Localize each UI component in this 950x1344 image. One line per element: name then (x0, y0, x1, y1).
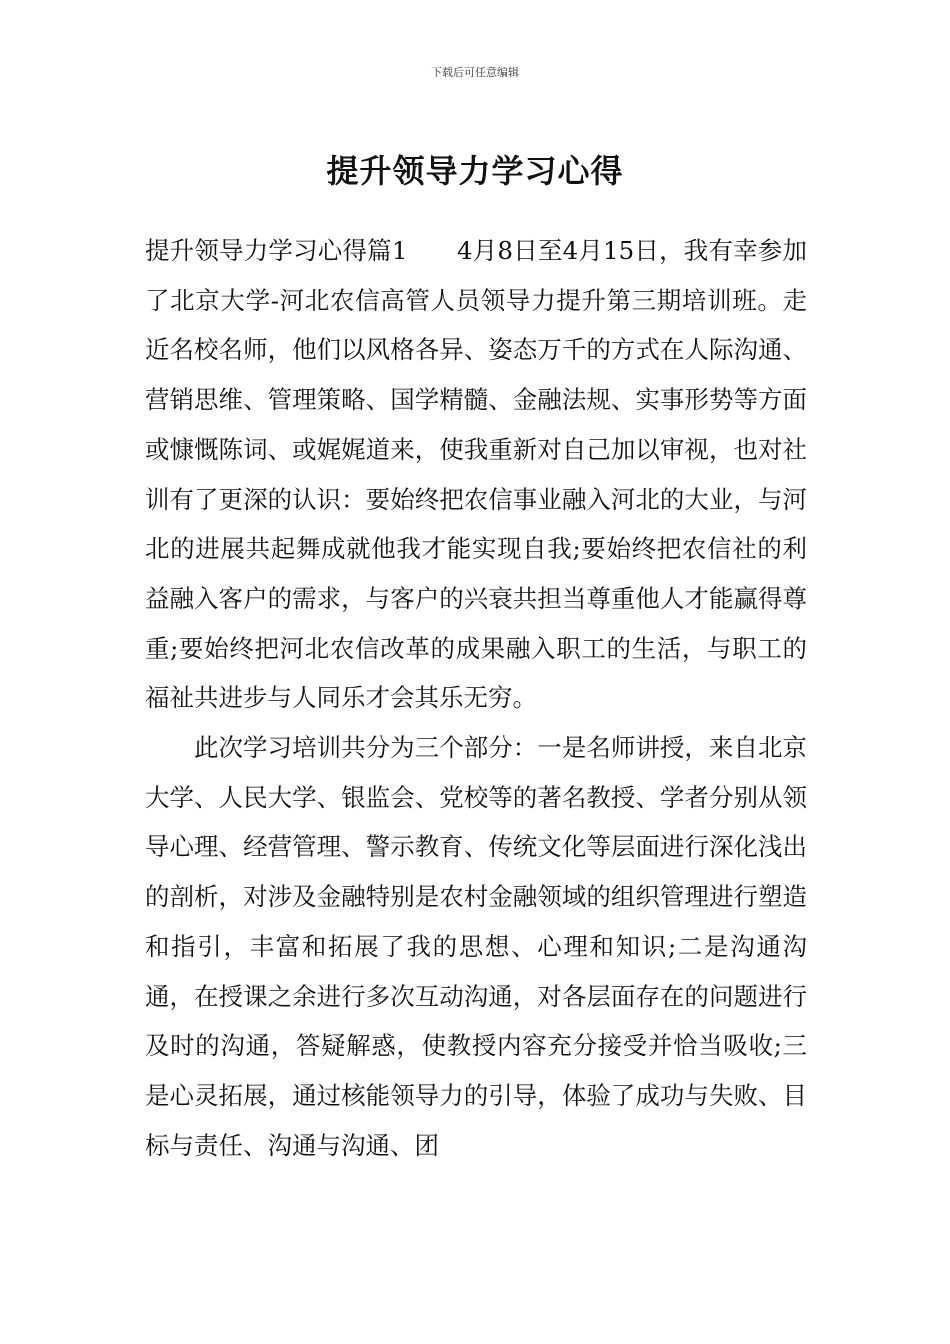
paragraph-1: 提升领导力学习心得篇1 4月8日至4月15日，我有幸参加了北京大学-河北农信高管人员领导力提升第三期培训班。走近名校名师，他们以风格各异、姿态万千的方式在人际沟通、营销思维、管理策略、国学精髓、金融法规、实事形势等方面或慷慨陈词、或娓娓道来，使我重新对自己加以审视，也对社训有了更深的认识：要始终把农信事业融入河北的大业，与河北的进展共起舞成就他我才能实现自我;要始终把农信社的利益融入客户的需求，与客户的兴衰共担当尊重他人才能赢得尊重;要始终把河北农信改革的成果融入职工的生活，与职工的福祉共进步与人同乐才会其乐无穷。 (145, 236, 807, 713)
document-body (145, 226, 807, 1170)
header-note: 下载后可任意编辑 (431, 66, 519, 79)
paragraph-2: 此次学习培训共分为三个部分：一是名师讲授，来自北京大学、人民大学、银监会、党校等的著名教授、学者分别从领导心理、经营管理、警示教育、传统文化等层面进行深化浅出的剖析，对涉及金融特别是农村金融领域的组织管理进行塑造和指引，丰富和拓展了我的思想、心理和知识;二是沟通沟通，在授课之余进行多次互动沟通，对各层面存在的问题进行及时的沟通，答疑解惑，使教授内容充分接受并恰当吸收;三是心灵拓展，通过核能领导力的引导，体验了成功与失败、目标与责任、沟通与沟通、团 (145, 733, 807, 1160)
page-title: 提升领导力学习心得 (326, 152, 624, 191)
